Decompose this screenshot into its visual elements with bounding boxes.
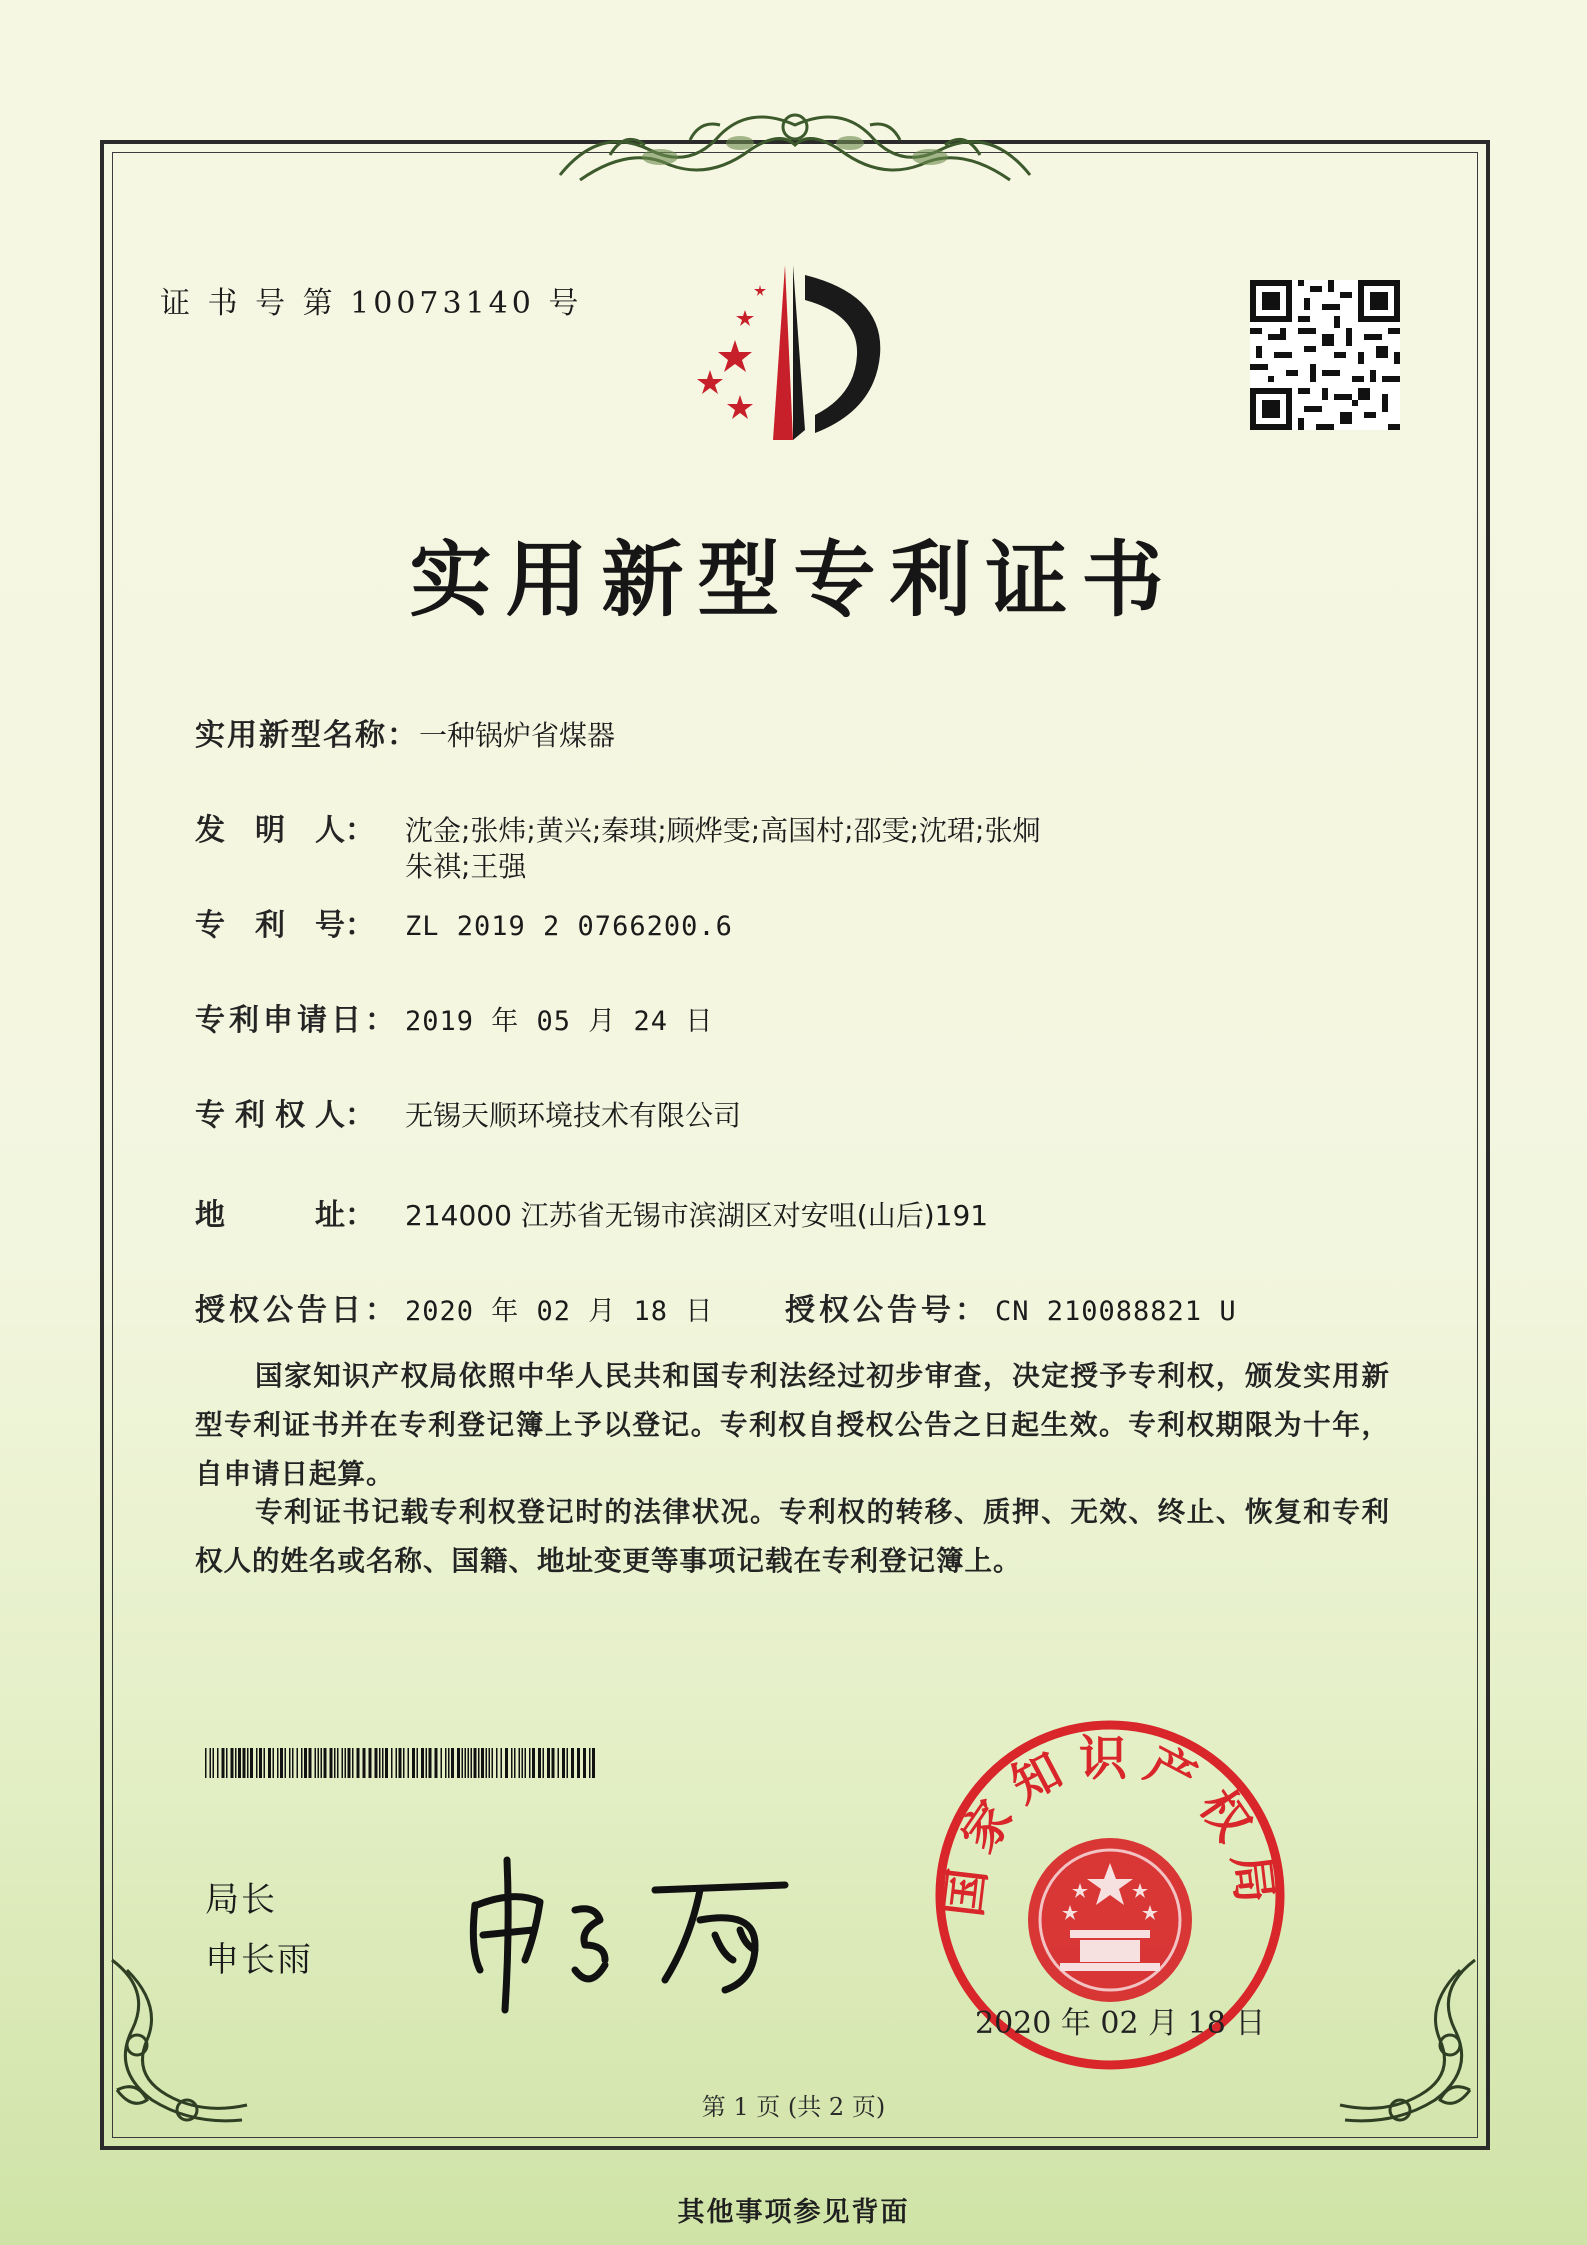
barcode-bar <box>501 1748 503 1778</box>
barcode-bar <box>489 1748 491 1778</box>
inventors-row <box>195 805 1040 849</box>
barcode-bar <box>525 1748 527 1778</box>
barcode-bar <box>571 1748 574 1778</box>
barcode-bar <box>567 1748 569 1778</box>
field-label: 专利申请日： <box>195 1003 399 1038</box>
body-paragraph: 国家知识产权局依照中华人民共和国专利法经过初步审查，决定授予专利权，颁发实用新型专利证书并在专利登记簿上予以登记。专利权自授权公告之日起生效。专利权期限为十年，自申请日起算。 <box>195 1360 1390 1490</box>
barcode-bar <box>529 1748 531 1778</box>
barcode-bar <box>403 1748 405 1778</box>
barcode-bar <box>478 1748 480 1778</box>
barcode-bar <box>304 1748 307 1778</box>
barcode-bar <box>385 1748 388 1778</box>
barcode-bar <box>522 1748 524 1778</box>
field-label: 专 利 权 人： <box>195 1098 375 1133</box>
barcode-bar <box>369 1748 372 1778</box>
patent-number-row <box>195 900 733 944</box>
grant-number-row <box>785 1285 1237 1329</box>
barcode-bar <box>289 1748 291 1778</box>
barcode-bar <box>379 1748 381 1778</box>
field-label: 地 址： <box>195 1198 375 1233</box>
barcode-bar <box>264 1748 266 1778</box>
barcode-bar <box>441 1748 443 1778</box>
director-name: 申长雨 <box>205 1940 313 1980</box>
utility-model-name: 一种锅炉省煤器 <box>419 719 616 752</box>
barcode-bar <box>357 1748 360 1778</box>
barcode-bar <box>514 1748 516 1778</box>
director-title: 局长 <box>205 1880 277 1920</box>
barcode-bar <box>337 1748 339 1778</box>
barcode-bar <box>273 1748 275 1778</box>
barcode-bar <box>451 1748 454 1778</box>
barcode-bar <box>250 1748 253 1778</box>
barcode-bar <box>324 1748 327 1778</box>
barcode-bar <box>445 1748 447 1778</box>
grant-number: CN 210088821 U <box>995 1296 1237 1327</box>
barcode-bar <box>247 1748 249 1778</box>
field-label: 授权公告日： <box>195 1293 399 1328</box>
application-date: 2019 年 05 月 24 日 <box>405 1006 714 1037</box>
barcode-bar <box>297 1748 299 1778</box>
barcode-bar <box>589 1748 591 1778</box>
director-signature-icon <box>455 1850 795 2020</box>
barcode-bar <box>280 1748 283 1778</box>
field-label: 授权公告号： <box>785 1293 989 1328</box>
barcode-bar <box>448 1748 450 1778</box>
utility-model-name-row <box>195 710 615 754</box>
barcode-bar <box>238 1748 241 1778</box>
barcode-bar <box>429 1748 432 1778</box>
barcode-bar <box>342 1748 344 1778</box>
barcode-bar <box>399 1748 402 1778</box>
barcode-bar <box>231 1748 234 1778</box>
barcode-bar <box>496 1748 498 1778</box>
barcode-bar <box>382 1748 384 1778</box>
svg-text:国家知识产权局: 国家知识产权局 <box>935 1730 1285 1920</box>
barcode-bar <box>547 1748 550 1778</box>
barcode-bar <box>285 1748 287 1778</box>
grant-date-row <box>195 1285 713 1329</box>
barcode-bar <box>363 1748 366 1778</box>
barcode-bar <box>217 1748 219 1778</box>
barcode-bar <box>259 1748 262 1778</box>
barcode-bar <box>471 1748 473 1778</box>
patentee: 无锡天顺环境技术有限公司 <box>405 1099 742 1132</box>
certificate-title: 实用新型专利证书 <box>409 532 1178 628</box>
patent-number: ZL 2019 2 0766200.6 <box>405 911 733 942</box>
barcode-bar <box>457 1748 460 1778</box>
barcode-bar <box>268 1748 271 1778</box>
barcode-bar <box>391 1748 393 1778</box>
field-label: 实用新型名称： <box>195 718 419 753</box>
seal-date: 2020 年 02 月 18 日 <box>975 2006 1266 2041</box>
barcode-bar <box>468 1748 470 1778</box>
grant-date: 2020 年 02 月 18 日 <box>405 1296 714 1327</box>
body-paragraph: 专利证书记载专利权登记时的法律状况。专利权的转移、质押、无效、终止、恢复和专利权人的姓名或名称、国籍、地址变更等事项记载在专利登记簿上。 <box>195 1496 1390 1577</box>
barcode-bar <box>396 1748 398 1778</box>
footer-note: 其他事项参见背面 <box>677 2197 910 2228</box>
field-label: 发 明 人： <box>195 813 375 848</box>
barcode-bar <box>301 1748 303 1778</box>
barcode-bar <box>474 1748 477 1778</box>
barcode-bar <box>375 1748 378 1778</box>
barcode-bar <box>309 1748 312 1778</box>
barcode-bar <box>426 1748 428 1778</box>
barcode-bar <box>417 1748 419 1778</box>
barcode-bar <box>210 1748 212 1778</box>
barcode-bar <box>519 1748 521 1778</box>
inventors-line-2: 朱祺;王强 <box>405 850 527 883</box>
barcode-bar <box>222 1748 225 1778</box>
page-number: 第 1 页 (共 2 页) <box>701 2093 886 2121</box>
barcode-bar <box>486 1748 488 1778</box>
field-label: 专 利 号： <box>195 908 375 943</box>
barcode-bar <box>352 1748 354 1778</box>
barcode-bar <box>592 1748 595 1778</box>
qr-code-icon <box>1250 280 1400 430</box>
barcode-bar <box>505 1748 508 1778</box>
barcode-bar <box>435 1748 438 1778</box>
certificate-number: 证 书 号 第 10073140 号 <box>160 286 583 321</box>
address: 214000 江苏省无锡市滨湖区对安咀(山后)191 <box>405 1199 989 1232</box>
barcode-icon <box>205 1748 600 1778</box>
barcode-bar <box>412 1748 415 1778</box>
patent-office-logo-icon <box>665 255 910 450</box>
barcode-bar <box>345 1748 347 1778</box>
barcode-bar <box>205 1748 207 1778</box>
barcode-bar <box>465 1748 467 1778</box>
barcode-bar <box>562 1748 565 1778</box>
barcode-bar <box>315 1748 317 1778</box>
barcode-bar <box>532 1748 535 1778</box>
barcode-bar <box>462 1748 464 1778</box>
patentee-row <box>195 1090 741 1134</box>
address-row <box>195 1190 988 1234</box>
barcode-bar <box>558 1748 560 1778</box>
barcode-bar <box>292 1748 294 1778</box>
barcode-bar <box>235 1748 237 1778</box>
inventors-line-1: 沈金;张炜;黄兴;秦琪;顾烨雯;高国村;邵雯;沈珺;张炯 <box>405 814 1041 847</box>
barcode-bar <box>511 1748 513 1778</box>
barcode-bar <box>481 1748 484 1778</box>
barcode-bar <box>318 1748 320 1778</box>
barcode-bar <box>583 1748 586 1778</box>
barcode-bar <box>226 1748 228 1778</box>
barcode-bar <box>421 1748 424 1778</box>
barcode-bar <box>334 1748 336 1778</box>
barcode-bar <box>408 1748 410 1778</box>
barcode-bar <box>277 1748 279 1778</box>
barcode-bar <box>213 1748 215 1778</box>
barcode-bar <box>577 1748 580 1778</box>
application-date-row <box>195 995 713 1039</box>
barcode-bar <box>348 1748 351 1778</box>
barcode-bar <box>321 1748 323 1778</box>
barcode-bar <box>243 1748 246 1778</box>
barcode-bar <box>256 1748 258 1778</box>
barcode-bar <box>538 1748 541 1778</box>
barcode-bar <box>492 1748 494 1778</box>
barcode-bar <box>330 1748 333 1778</box>
barcode-bar <box>543 1748 545 1778</box>
top-ornament-icon <box>540 95 1050 190</box>
barcode-bar <box>552 1748 555 1778</box>
